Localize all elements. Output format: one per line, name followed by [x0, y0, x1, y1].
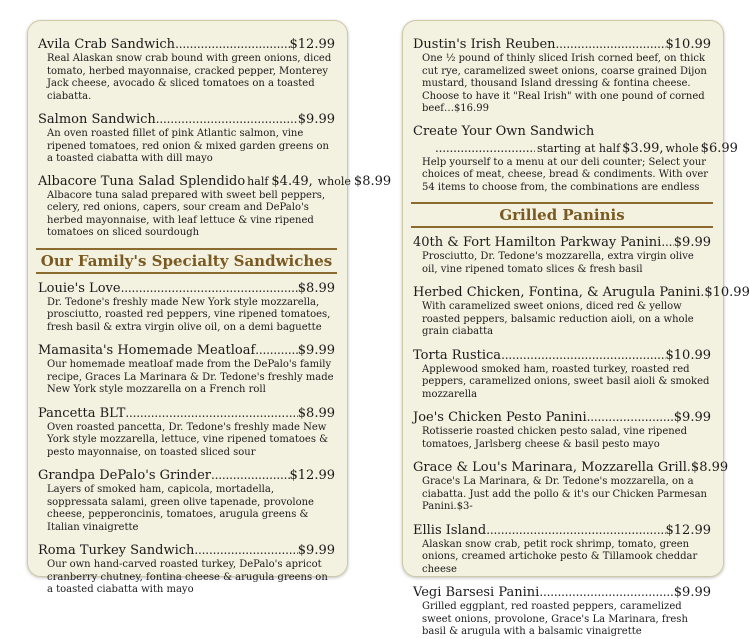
item-description: Rotisserie roasted chicken pesto salad, vine ripened tomatoes, Jarlsberg cheese & basil pesto mayo: [422, 426, 687, 450]
item-price: $9.99: [673, 410, 711, 425]
item-description: Real Alaskan snow crab bound with green onions, diced tomato, herbed mayonnaise, cracked pepper, Monterey Jack cheese, avocado & sliced tomatoes on a toasted ciabatta.: [47, 53, 332, 102]
starting-label: starting at half: [537, 141, 621, 155]
menu-item-louies-love: [38, 280, 335, 335]
whole-label: whole: [317, 174, 351, 188]
half-price: $4.49,: [271, 173, 313, 189]
item-name: Joe's Chicken Pesto Panini: [413, 410, 587, 425]
item-price: $12.99: [665, 522, 711, 538]
item-name: Grandpa DePalo's Grinder: [38, 468, 211, 483]
whole-price: $8.99: [353, 173, 392, 189]
dot-leader: [194, 542, 297, 559]
item-name: Salmon Sandwich: [38, 112, 156, 127]
item-description: Layers of smoked ham, capicola, mortadella, soppressata salami, green olive tapenade, provolone cheese, pepperoncinis, tomatoes, arugula greens & Italian vinaigrette: [47, 484, 314, 533]
menu-item-meatloaf: [38, 342, 335, 397]
right-menu-panel: [402, 20, 750, 637]
item-name: Vegi Barsesi Panini: [413, 585, 540, 600]
menu-item-ellis-island: [413, 522, 711, 577]
dot-leader: [435, 140, 535, 157]
half-price: $3.99,: [622, 140, 664, 156]
item-price: $9.99: [673, 585, 711, 600]
item-description: Grace's La Marinara, & Dr. Tedone's mozzarella, on a ciabatta. Just add the pollo & it's our Chicken Parmesan Panini.$3-: [422, 476, 707, 512]
menu-item-grinder: [38, 467, 335, 534]
item-name: Grace & Lou's Marinara, Mozzarella Grill: [413, 460, 687, 475]
item-price: $9.99: [673, 235, 711, 250]
item-price: $9.99: [297, 112, 335, 127]
item-price: $12.99: [289, 37, 335, 52]
dot-leader: [175, 36, 289, 53]
item-name: Ellis Island: [413, 522, 487, 538]
item-name: Roma Turkey Sandwich: [38, 543, 195, 558]
section-title-paninis: Grilled Paninis: [411, 202, 713, 228]
item-price: $8.99: [297, 405, 335, 421]
item-name: Pancetta BLT: [38, 405, 126, 421]
left-menu-panel: [27, 20, 392, 595]
menu-item-torta-rustica: [413, 347, 711, 402]
item-description: Our own hand-carved roasted turkey, DePalo's apricot cranberry chutney, fontina cheese & arugula greens on a toasted ciabatta with mayo: [47, 559, 328, 595]
item-name: Albacore Tuna Salad Splendido: [38, 173, 246, 189]
item-name: Dustin's Irish Reuben: [413, 37, 556, 52]
item-description: Oven roasted pancetta, Dr. Tedone's freshly made New York style mozzarella, lettuce, vine ripened tomatoes & pesto mayonnaise, on toasted sliced sour: [47, 421, 329, 458]
dot-leader: [587, 409, 674, 426]
item-description: One ½ pound of thinly sliced Irish corned beef, on thick cut rye, caramelized sweet onions, coarse grained Dijon mustard, thousand Island dressing & fontina cheese. Choose to have it "Real Irish" with one pound of corned beef…$16.99: [422, 53, 707, 114]
item-name: Torta Rustica: [413, 347, 502, 363]
item-description: Grilled eggplant, red roasted peppers, caramelized sweet onions, provolone, Grace's La Marinara, fresh basil & arugula with a balsamic vinaigrette: [422, 601, 688, 637]
item-name: Avila Crab Sandwich: [38, 37, 176, 52]
item-description: Prosciutto, Dr. Tedone's mozzarella, extra virgin olive oil, vine ripened tomato slices & fresh basil: [422, 251, 694, 275]
dot-leader: [556, 36, 666, 53]
half-label: half: [247, 174, 269, 188]
item-description: An oven roasted fillet of pink Atlantic salmon, vine ripened tomatoes, red onion & mixed garden greens on a toasted ciabatta with dill mayo: [47, 128, 329, 164]
item-price: $10.99: [665, 37, 711, 52]
menu-item-avila-crab: [38, 36, 335, 103]
item-price: $10.99: [704, 285, 750, 300]
menu-item-create-your-own: [413, 123, 738, 195]
section-title-specialty: Our Family's Specialty Sandwiches: [36, 248, 337, 274]
item-price: $9.99: [297, 543, 335, 558]
item-name: Create Your Own Sandwich: [413, 123, 595, 139]
item-name: Mamasita's Homemade Meatloaf: [38, 343, 256, 358]
dot-leader: [255, 342, 298, 359]
menu-item-salmon: [38, 111, 335, 166]
menu-item-roma-turkey: [38, 542, 335, 597]
item-price: $8.99: [690, 460, 729, 475]
item-description: Applewood smoked ham, roasted turkey, roasted red peppers, caramelized onions, sweet basil aioli & smoked mozzarella: [422, 363, 710, 400]
dot-leader: [661, 234, 673, 251]
menu-item-albacore-tuna: [38, 173, 392, 240]
item-price: $8.99: [297, 280, 335, 296]
menu-item-herbed-chicken-panini: [413, 284, 750, 339]
menu-item-irish-reuben: [413, 36, 711, 116]
menu-item-marinara-mozzarella-grill: [413, 459, 729, 514]
menu-item-chicken-pesto-panini: [413, 409, 711, 451]
item-description: With caramelized sweet onions, diced red & yellow roasted peppers, balsamic reduction aioli, on a whole grain ciabatta: [422, 301, 694, 337]
item-name: Herbed Chicken, Fontina, & Arugula Panini: [413, 285, 701, 300]
item-price: $10.99: [665, 347, 711, 363]
item-name: Louie's Love: [38, 280, 121, 296]
item-description: Albacore tuna salad prepared with sweet bell peppers, celery, red onions, capers, sour cream and DePalo's herbed mayonnaise, with leaf lettuce & vine ripened tomatoes on sliced sourdough: [47, 189, 326, 238]
menu-item-vegi-barsesi-panini: [413, 584, 711, 639]
dot-leader: [156, 111, 298, 128]
whole-label: whole: [665, 141, 699, 155]
item-description: Our homemade meatloaf made from the DePalo's family recipe, Graces La Marinara & Dr. Tedone's freshly made New York style mozzarella on a French roll: [47, 359, 334, 395]
dot-leader: [501, 347, 665, 364]
item-description: Alaskan snow crab, petit rock shrimp, tomato, green onions, creamed artichoke pesto & Tillamook cheddar cheese: [422, 538, 698, 575]
whole-price: $6.99: [700, 140, 738, 156]
menu-item-pancetta-blt: [38, 405, 335, 460]
dot-leader: [121, 280, 298, 297]
dot-leader: [211, 467, 290, 484]
item-description: Help yourself to a menu at our deli counter; Select your choices of meat, cheese, bread & condiments. With over 54 items to choose from, the combinations are endless: [422, 156, 709, 193]
menu-item-fort-hamilton-panini: [413, 234, 711, 276]
dot-leader: [125, 405, 297, 422]
dot-leader: [539, 584, 673, 601]
item-price: $12.99: [289, 468, 335, 483]
dot-leader: [486, 522, 665, 539]
item-name: 40th & Fort Hamilton Parkway Panini: [413, 235, 662, 250]
item-description: Dr. Tedone's freshly made New York style mozzarella, prosciutto, roasted red peppers, vine ripened tomatoes, fresh basil & extra virgin olive oil, on a demi baguette: [47, 296, 331, 333]
item-price: $9.99: [297, 343, 335, 358]
